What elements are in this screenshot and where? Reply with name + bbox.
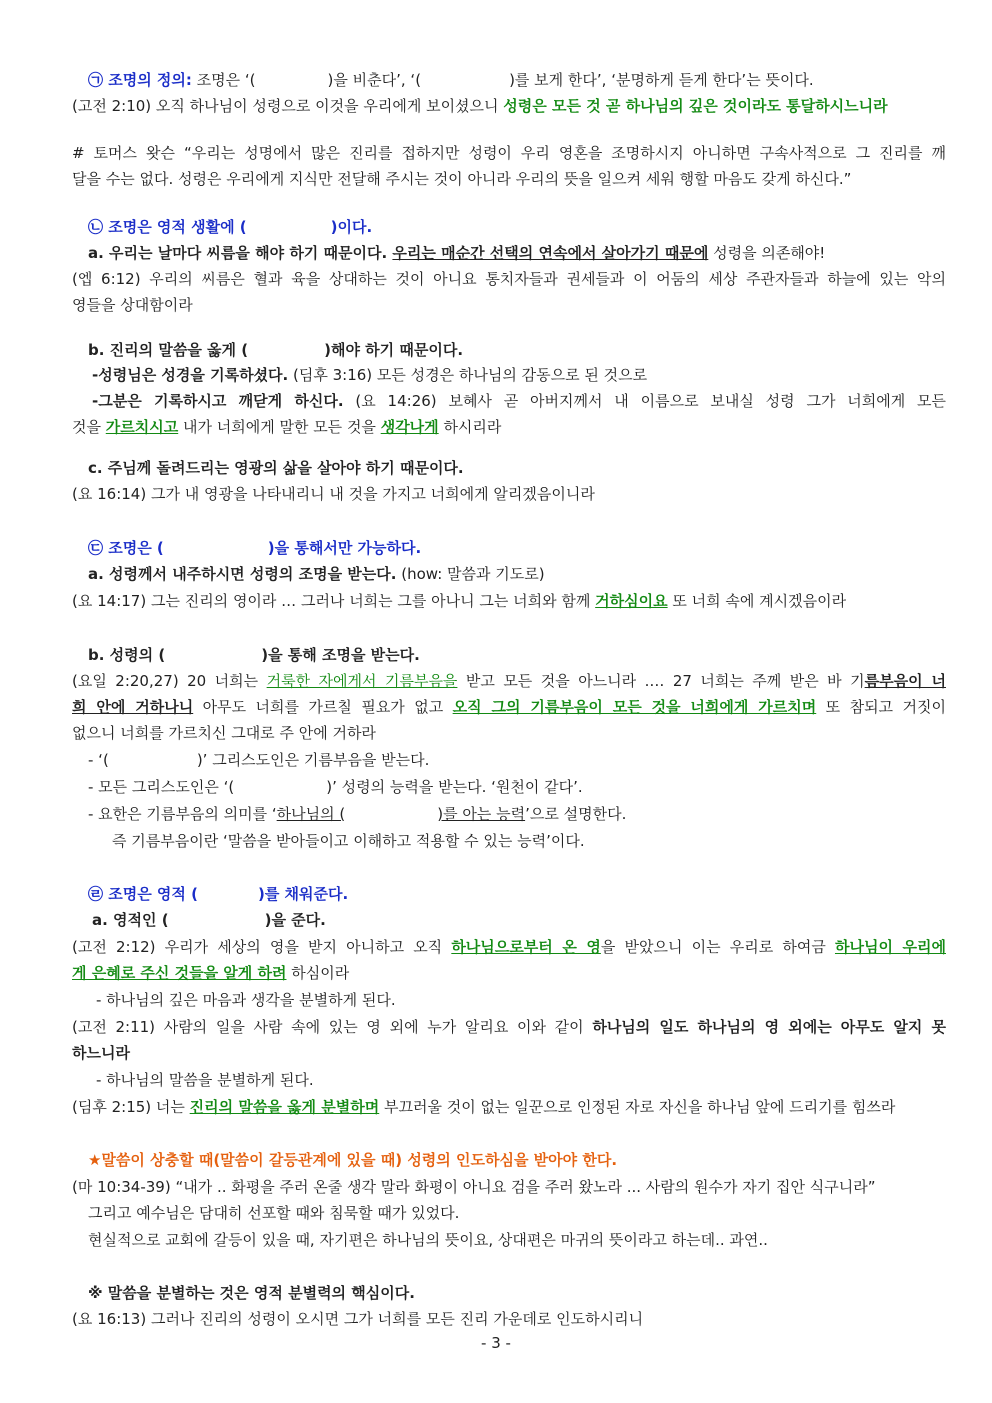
star-note: ★말씀이 상충할 때(말씀이 갈등관계에 있을 때) 성령의 인도하심을 받아야 한다. bbox=[88, 1151, 618, 1169]
comment-line-2: 현실적으로 교회에 갈등이 있을 때, 자기편은 하나님의 뜻이요, 상대편은 마귀의 뜻이라고 하는데.. 과연.. bbox=[88, 1231, 768, 1249]
verse-2tim-2-15: (딤후 2:15) 너는 진리의 말씀을 옳게 분별하며 부끄러울 것이 없는 일꾼으로 인정된 자로 자신을 하나님 앞에 드리기를 힘쓰라 bbox=[72, 1098, 896, 1116]
verse-1john-2-line-2: 희 안에 거하나니 아무도 너희를 가르칠 필요가 없고 오직 그의 기름부음이 모든 것을 너희에게 가르치며 또 참되고 거짓이 bbox=[72, 698, 946, 716]
verse-1cor-2-11-line-1: (고전 2:11) 사람의 일을 사람 속에 있는 영 외에 누가 알리요 이와 같이 하나님의 일도 하나님의 영 외에는 아무도 알지 못 bbox=[72, 1018, 946, 1036]
quote-line-1: # 토머스 왓슨 “우리는 성명에서 많은 진리를 접하지만 성령이 우리 영혼을 조명하시지 아니하면 구속사적으로 그 진리를 깨 bbox=[72, 144, 946, 162]
point-4a-dash-1: - 하나님의 깊은 마음과 생각을 분별하게 된다. bbox=[96, 991, 396, 1009]
section-2-heading: ㉡ 조명은 영적 생활에 ( )이다. bbox=[88, 218, 373, 236]
page-number: - 3 - bbox=[481, 1334, 511, 1352]
point-2b-dash-1: -성령님은 성경을 기록하셨다. (딤후 3:16) 모든 성경은 하나님의 감동으로 된 것으로 bbox=[92, 366, 648, 384]
definition-label: ㉠ 조명의 정의: bbox=[88, 71, 192, 89]
comment-line-1: 그리고 예수님은 담대히 선포할 때와 침묵할 때가 있었다. bbox=[88, 1204, 460, 1222]
verse-1john-2-line-3: 없으니 너희를 가르치신 그대로 주 안에 거하라 bbox=[72, 724, 376, 742]
verse-john-16-14: (요 16:14) 그가 내 영광을 나타내리니 내 것을 가지고 너희에게 알리겠음이니라 bbox=[72, 485, 595, 503]
quote-line-2: 달을 수는 없다. 성령은 우리에게 지식만 전달해 주시는 것이 아니라 우리의 뜻을 일으켜 세워 행할 마음도 갖게 하신다.” bbox=[72, 170, 852, 188]
verse-john-14-17: (요 14:17) 그는 진리의 영이라 … 그러나 너희는 그를 아나니 그는 너희와 함께 거하심이요 또 너희 속에 계시겠음이라 bbox=[72, 592, 847, 610]
definition-heading: ㉠ 조명의 정의: 조명은 ‘( )을 비춘다’, ‘( )를 보게 한다’, ‘분명하게 듣게 한다’는 뜻이다. bbox=[88, 71, 814, 89]
section-4-heading: ㉣ 조명은 영적 ( )를 채워준다. bbox=[88, 885, 349, 903]
point-3b-dash-3: - 요한은 기름부음의 의미를 ‘하나님의 ( )를 아는 능력’으로 설명한다. bbox=[88, 805, 627, 823]
section-3-heading: ㉢ 조명은 ( )을 통해서만 가능하다. bbox=[88, 539, 422, 557]
verse-john-16-13: (요 16:13) 그러나 진리의 성령이 오시면 그가 너희를 모든 진리 가운데로 인도하시리니 bbox=[72, 1310, 644, 1328]
verse-1cor-2-11-line-2: 하느니라 bbox=[72, 1044, 130, 1062]
point-3b: b. 성령의 ( )을 통해 조명을 받는다. bbox=[88, 646, 420, 664]
key-note: ※ 말씀을 분별하는 것은 영적 분별력의 핵심이다. bbox=[88, 1284, 415, 1302]
point-2b-dash-2: -그분은 기록하시고 깨닫게 하신다. (요 14:26) 보혜사 곧 아버지께서 내 이름으로 보내실 성령 그가 너희에게 모든 bbox=[92, 392, 946, 410]
point-2c: c. 주님께 돌려드리는 영광의 삶을 살아야 하기 때문이다. bbox=[88, 459, 464, 477]
verse-matt-10-34: (마 10:34-39) “내가 .. 화평을 주러 온줄 생각 말라 화평이 아니요 검을 주러 왔노라 ... 사람의 원수가 자기 집안 식구니라” bbox=[72, 1178, 876, 1196]
verse-eph-6-12-line-2: 영들을 상대함이라 bbox=[72, 296, 193, 314]
point-3a: a. 성령께서 내주하시면 성령의 조명을 받는다. (how: 말씀과 기도로) bbox=[88, 565, 545, 583]
verse-1cor-2-10: (고전 2:10) 오직 하나님이 성령으로 이것을 우리에게 보이셨으니 성령은 모든 것 곧 하나님의 깊은 것이라도 통달하시느니라 bbox=[72, 97, 888, 115]
verse-emphasis: 성령은 모든 것 곧 하나님의 깊은 것이라도 통달하시느니라 bbox=[503, 97, 888, 115]
verse-1cor-2-12-line-2: 게 은혜로 주신 것들을 알게 하려 하심이라 bbox=[72, 964, 350, 982]
verse-1cor-2-12-line-1: (고전 2:12) 우리가 세상의 영을 받지 아니하고 오직 하나님으로부터 온 영을 받았으니 이는 우리로 하여금 하나님이 우리에 bbox=[72, 938, 946, 956]
point-4a-dash-2: - 하나님의 말씀을 분별하게 된다. bbox=[96, 1071, 314, 1089]
point-3b-dash-1: - ‘( )’ 그리스도인은 기름부음을 받는다. bbox=[88, 751, 430, 769]
point-2a: a. 우리는 날마다 씨름을 해야 하기 때문이다. 우리는 매순간 선택의 연속에서 살아가기 때문에 성령을 의존해야! bbox=[88, 244, 826, 262]
point-3b-note: 즉 기름부음이란 ‘말씀을 받아들이고 이해하고 적용할 수 있는 능력’이다. bbox=[112, 832, 585, 850]
point-2b: b. 진리의 말씀을 옳게 ( )해야 하기 때문이다. bbox=[88, 341, 464, 359]
point-2b-dash-2-cont: 것을 가르치시고 내가 너희에게 말한 모든 것을 생각나게 하시리라 bbox=[72, 418, 502, 436]
verse-1john-2-line-1: (요일 2:20,27) 20 너희는 거룩한 자에게서 기름부음을 받고 모든 것을 아느니라 .… 27 너희는 주께 받은 바 기름부음이 너 bbox=[72, 672, 946, 690]
point-4a: a. 영적인 ( )을 준다. bbox=[92, 911, 326, 929]
point-3b-dash-2: - 모든 그리스도인은 ‘( )’ 성령의 능력을 받는다. ‘원천이 같다’. bbox=[88, 778, 583, 796]
verse-eph-6-12-line-1: (엡 6:12) 우리의 씨름은 혈과 육을 상대하는 것이 아니요 통치자들과 권세들과 이 어둠의 세상 주관자들과 하늘에 있는 악의 bbox=[72, 270, 946, 288]
